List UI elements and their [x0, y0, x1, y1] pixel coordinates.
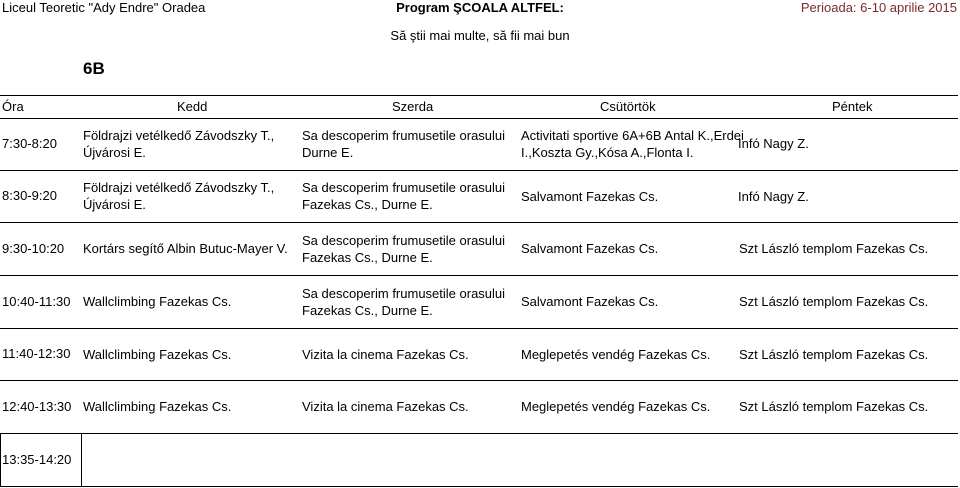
period-label: Perioada: 6-10 aprilie 2015	[800, 0, 957, 15]
activity-cell-szerda	[302, 285, 505, 319]
activity-cell-csutortok	[521, 293, 658, 310]
school-name: Liceul Teoretic "Ady Endre" Oradea	[2, 0, 206, 15]
row-divider	[0, 170, 958, 171]
activity-cell-kedd	[83, 346, 231, 363]
program-title: Program ŞCOALA ALTFEL:	[396, 0, 564, 15]
activity-line: Fazekas Cs., Durne E.	[302, 197, 433, 212]
activity-cell-csutortok	[521, 188, 658, 205]
activity-line: Újvárosi E.	[83, 145, 146, 160]
cell-border	[0, 433, 1, 486]
activity-line: I.,Koszta Gy.,Kósa A.,Flonta I.	[521, 145, 694, 160]
time-slot: 12:40-13:30	[2, 399, 72, 414]
page-header	[0, 0, 960, 16]
activity-cell-szerda	[302, 346, 469, 363]
time-slot: 9:30-10:20	[2, 241, 65, 256]
activity-line: Kortárs segítő Albin Butuc-Mayer V.	[83, 241, 288, 256]
activity-line: Wallclimbing Fazekas Cs.	[83, 347, 232, 362]
activity-line: Salvamont Fazekas Cs.	[521, 189, 659, 204]
activity-cell-pentek	[738, 135, 809, 152]
activity-line: Meglepetés vendég Fazekas Cs.	[521, 347, 711, 362]
row-divider	[0, 380, 958, 381]
activity-cell-pentek	[738, 188, 809, 205]
cell-border	[81, 433, 82, 486]
activity-line: Földrajzi vetélkedő Závodszky T.,	[83, 128, 275, 143]
column-header-pentek: Péntek	[832, 99, 873, 114]
activity-cell-csutortok	[521, 398, 710, 415]
activity-cell-kedd	[83, 240, 288, 257]
activity-line: Wallclimbing Fazekas Cs.	[83, 399, 232, 414]
activity-cell-kedd	[83, 179, 274, 213]
activity-line: Szt László templom Fazekas Cs.	[739, 347, 929, 362]
activity-line: Vizita la cinema Fazekas Cs.	[302, 347, 469, 362]
activity-line: Szt László templom Fazekas Cs.	[739, 241, 929, 256]
activity-cell-szerda	[302, 127, 505, 161]
activity-cell-pentek	[739, 293, 928, 310]
activity-cell-pentek	[739, 240, 928, 257]
row-divider	[0, 275, 958, 276]
activity-cell-csutortok	[521, 127, 744, 161]
activity-line: Meglepetés vendég Fazekas Cs.	[521, 399, 711, 414]
activity-line: Szt László templom Fazekas Cs.	[739, 399, 929, 414]
activity-cell-kedd	[83, 398, 231, 415]
activity-line: Fazekas Cs., Durne E.	[302, 303, 433, 318]
row-divider	[0, 222, 958, 223]
activity-line: Újvárosi E.	[83, 197, 146, 212]
class-title: 6B	[83, 59, 105, 78]
activity-line: Sa descoperim frumusetile orasului	[302, 180, 506, 195]
table-header-row	[0, 95, 958, 119]
column-header-ora: Óra	[2, 99, 24, 114]
activity-cell-kedd	[83, 293, 231, 310]
time-slot: 8:30-9:20	[2, 188, 57, 203]
activity-line: Infó Nagy Z.	[738, 189, 809, 204]
row-divider	[0, 433, 958, 434]
activity-line: Földrajzi vetélkedő Závodszky T.,	[83, 180, 275, 195]
activity-line: Salvamont Fazekas Cs.	[521, 241, 659, 256]
activity-cell-pentek	[739, 398, 928, 415]
activity-cell-pentek	[739, 346, 928, 363]
activity-line: Sa descoperim frumusetile orasului	[302, 128, 506, 143]
activity-cell-szerda	[302, 179, 505, 213]
activity-line: Wallclimbing Fazekas Cs.	[83, 294, 232, 309]
activity-line: Szt László templom Fazekas Cs.	[739, 294, 929, 309]
activity-cell-kedd	[83, 127, 274, 161]
activity-line: Sa descoperim frumusetile orasului	[302, 233, 506, 248]
row-divider	[0, 328, 958, 329]
time-slot: 7:30-8:20	[2, 136, 57, 151]
activity-line: Vizita la cinema Fazekas Cs.	[302, 399, 469, 414]
activity-line: Infó Nagy Z.	[738, 136, 809, 151]
activity-line: Salvamont Fazekas Cs.	[521, 294, 659, 309]
time-slot: 13:35-14:20	[2, 452, 72, 467]
column-header-szerda: Szerda	[392, 99, 434, 114]
activity-cell-csutortok	[521, 240, 658, 257]
motto: Să ştii mai multe, să fii mai bun	[390, 28, 570, 43]
activity-cell-csutortok	[521, 346, 710, 363]
row-divider	[0, 486, 958, 487]
column-header-kedd: Kedd	[177, 99, 208, 114]
activity-line: Durne E.	[302, 145, 354, 160]
activity-line: Sa descoperim frumusetile orasului	[302, 286, 506, 301]
time-slot: 11:40-12:30	[2, 346, 71, 361]
activity-cell-szerda	[302, 232, 505, 266]
time-slot: 10:40-11:30	[2, 294, 71, 309]
activity-line: Activitati sportive 6A+6B Antal K.,Erdei	[521, 128, 744, 143]
activity-cell-szerda	[302, 398, 469, 415]
column-header-csutortok: Csütörtök	[600, 99, 656, 114]
activity-line: Fazekas Cs., Durne E.	[302, 250, 433, 265]
